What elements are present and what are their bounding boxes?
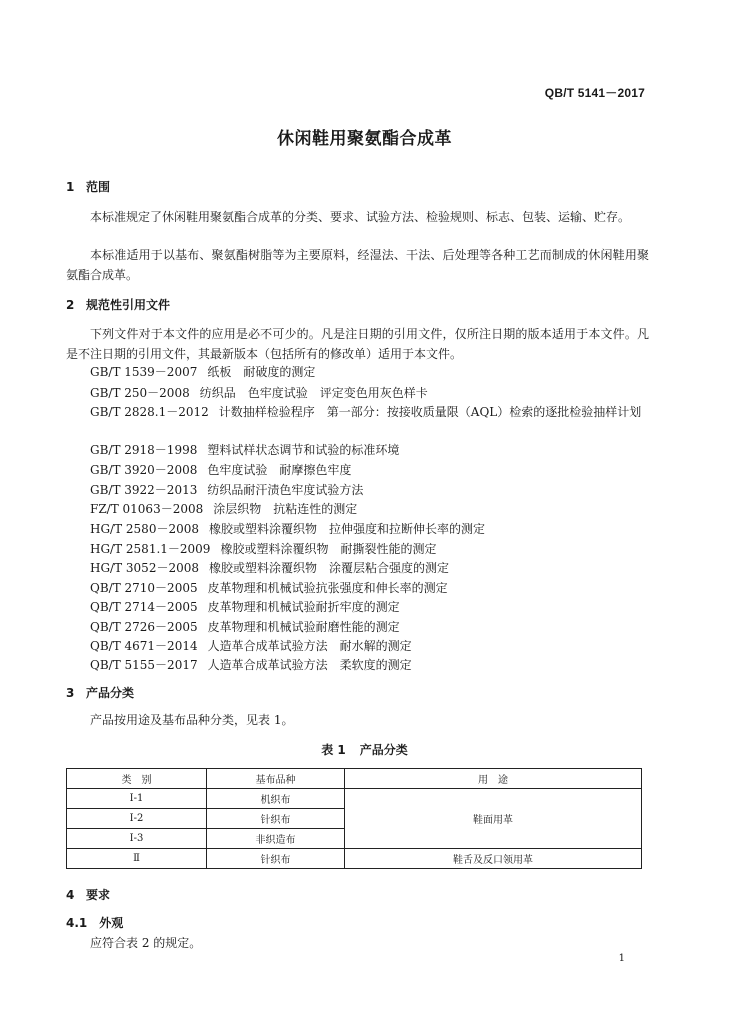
reference-item [90,500,357,517]
reference-name: 色牢度试验 耐摩擦色牢度 [207,463,352,477]
reference-name: 皮革物理和机械试验耐磨性能的测定 [207,620,400,634]
section-2-intro: 下列文件对于本文件的应用是必不可少的。凡是注日期的引用文件，仅所注日期的版本适用于本文件。凡是不注日期的引用文件，其最新版本（包括所有的修改单）适用于本文件。 [66,327,649,361]
section-title: 规范性引用文件 [86,298,171,312]
reference-code: QB/T 2714－2005 [90,600,198,614]
reference-name: 橡胶或塑料涂覆织物 涂覆层粘合强度的测定 [209,561,450,575]
reference-name: 橡胶或塑料涂覆织物 耐撕裂性能的测定 [220,542,437,556]
reference-code: GB/T 1539－2007 [90,365,198,379]
reference-code: GB/T 2918－1998 [90,443,198,457]
reference-item [90,461,351,478]
reference-code: FZ/T 01063－2008 [90,502,204,516]
reference-name: 塑料试样状态调节和试验的标准环境 [207,443,400,457]
section-1-paragraph-1: 本标准规定了休闲鞋用聚氨酯合成革的分类、要求、试验方法、检验规则、标志、包装、运输、贮存。 [90,210,631,224]
cell-category: Ⅰ-1 [67,789,207,809]
cell-base-fabric: 针织布 [207,849,345,869]
section-3-paragraph: 产品按用途及基布品种分类，见表 1。 [90,713,294,727]
reference-item [90,656,412,673]
section-title: 要求 [86,888,111,902]
section-4-heading [66,886,110,903]
reference-code: QB/T 4671－2014 [90,639,198,653]
reference-item [90,441,399,458]
reference-name: 计数抽样检验程序 第一部分：按接收质量限（AQL）检索的逐批检验抽样计划 [218,405,642,419]
cell-usage: 鞋面用革 [345,789,642,849]
table-row [67,849,642,869]
reference-name: 人造革合成革试验方法 柔软度的测定 [207,658,412,672]
reference-code: QB/T 2710－2005 [90,581,198,595]
reference-code: GB/T 2828.1－2012 [90,405,209,419]
header-category: 类 别 [67,769,207,789]
cell-usage: 鞋舌及反口领用革 [345,849,642,869]
reference-name: 皮革物理和机械试验抗张强度和伸长率的测定 [207,581,448,595]
cell-category: Ⅰ-3 [67,829,207,849]
reference-code: QB/T 2726－2005 [90,620,198,634]
reference-item [90,598,400,615]
section-1-heading [66,178,110,195]
reference-code: HG/T 2580－2008 [90,522,199,536]
reference-item [90,618,400,635]
reference-name: 纺织品耐汗渍色牢度试验方法 [207,483,364,497]
reference-item [90,520,485,537]
reference-name: 皮革物理和机械试验耐折牢度的测定 [207,600,400,614]
cell-base-fabric: 非织造布 [207,829,345,849]
reference-code: GB/T 250－2008 [90,386,190,400]
reference-name: 橡胶或塑料涂覆织物 拉伸强度和拉断伸长率的测定 [209,522,486,536]
reference-code: QB/T 5155－2017 [90,658,198,672]
section-number: 1 [66,180,75,194]
cell-category: Ⅱ [67,849,207,869]
table-header-row [67,769,642,789]
section-number: 2 [66,298,75,312]
subsection-4-1-heading [66,914,123,931]
subsection-title: 外观 [99,916,124,930]
reference-name: 纸板 耐破度的测定 [207,365,316,379]
section-1-paragraph-2: 本标准适用于以基布、聚氨酯树脂等为主要原料，经湿法、干法、后处理等各种工艺而制成的休闲鞋用聚氨酯合成革。 [66,248,649,282]
reference-item [90,481,363,498]
table-row [67,789,642,809]
reference-item [90,559,449,576]
reference-code: GB/T 3922－2013 [90,483,198,497]
table-caption-number: 表 1 [321,743,346,757]
section-3-heading [66,684,134,701]
reference-item [66,402,649,422]
reference-name: 纺织品 色牢度试验 评定变色用灰色样卡 [199,386,428,400]
reference-item [90,540,436,557]
subsection-number: 4.1 [66,916,88,930]
reference-code: HG/T 3052－2008 [90,561,199,575]
subsection-4-1-text: 应符合表 2 的规定。 [90,936,202,950]
standard-id: QB/T 5141－2017 [544,86,645,100]
reference-item [90,384,428,401]
section-number: 3 [66,686,75,700]
section-2-heading [66,296,170,313]
cell-category: Ⅰ-2 [67,809,207,829]
reference-item [90,363,315,380]
product-classification-table [66,768,642,869]
section-number: 4 [66,888,75,902]
reference-item [90,579,448,596]
document-title: 休闲鞋用聚氨酯合成革 [277,129,452,149]
reference-name: 涂层织物 抗粘连性的测定 [213,502,358,516]
cell-base-fabric: 机织布 [207,789,345,809]
page-number: 1 [618,953,625,964]
section-title: 产品分类 [86,686,135,700]
reference-name: 人造革合成革试验方法 耐水解的测定 [207,639,412,653]
table-caption-title: 产品分类 [359,743,408,757]
table-caption [0,741,729,758]
header-usage: 用 途 [345,769,642,789]
header-base-fabric: 基布品种 [207,769,345,789]
reference-code: GB/T 3920－2008 [90,463,198,477]
section-title: 范围 [86,180,111,194]
reference-code: HG/T 2581.1－2009 [90,542,211,556]
reference-item [90,637,412,654]
cell-base-fabric: 针织布 [207,809,345,829]
